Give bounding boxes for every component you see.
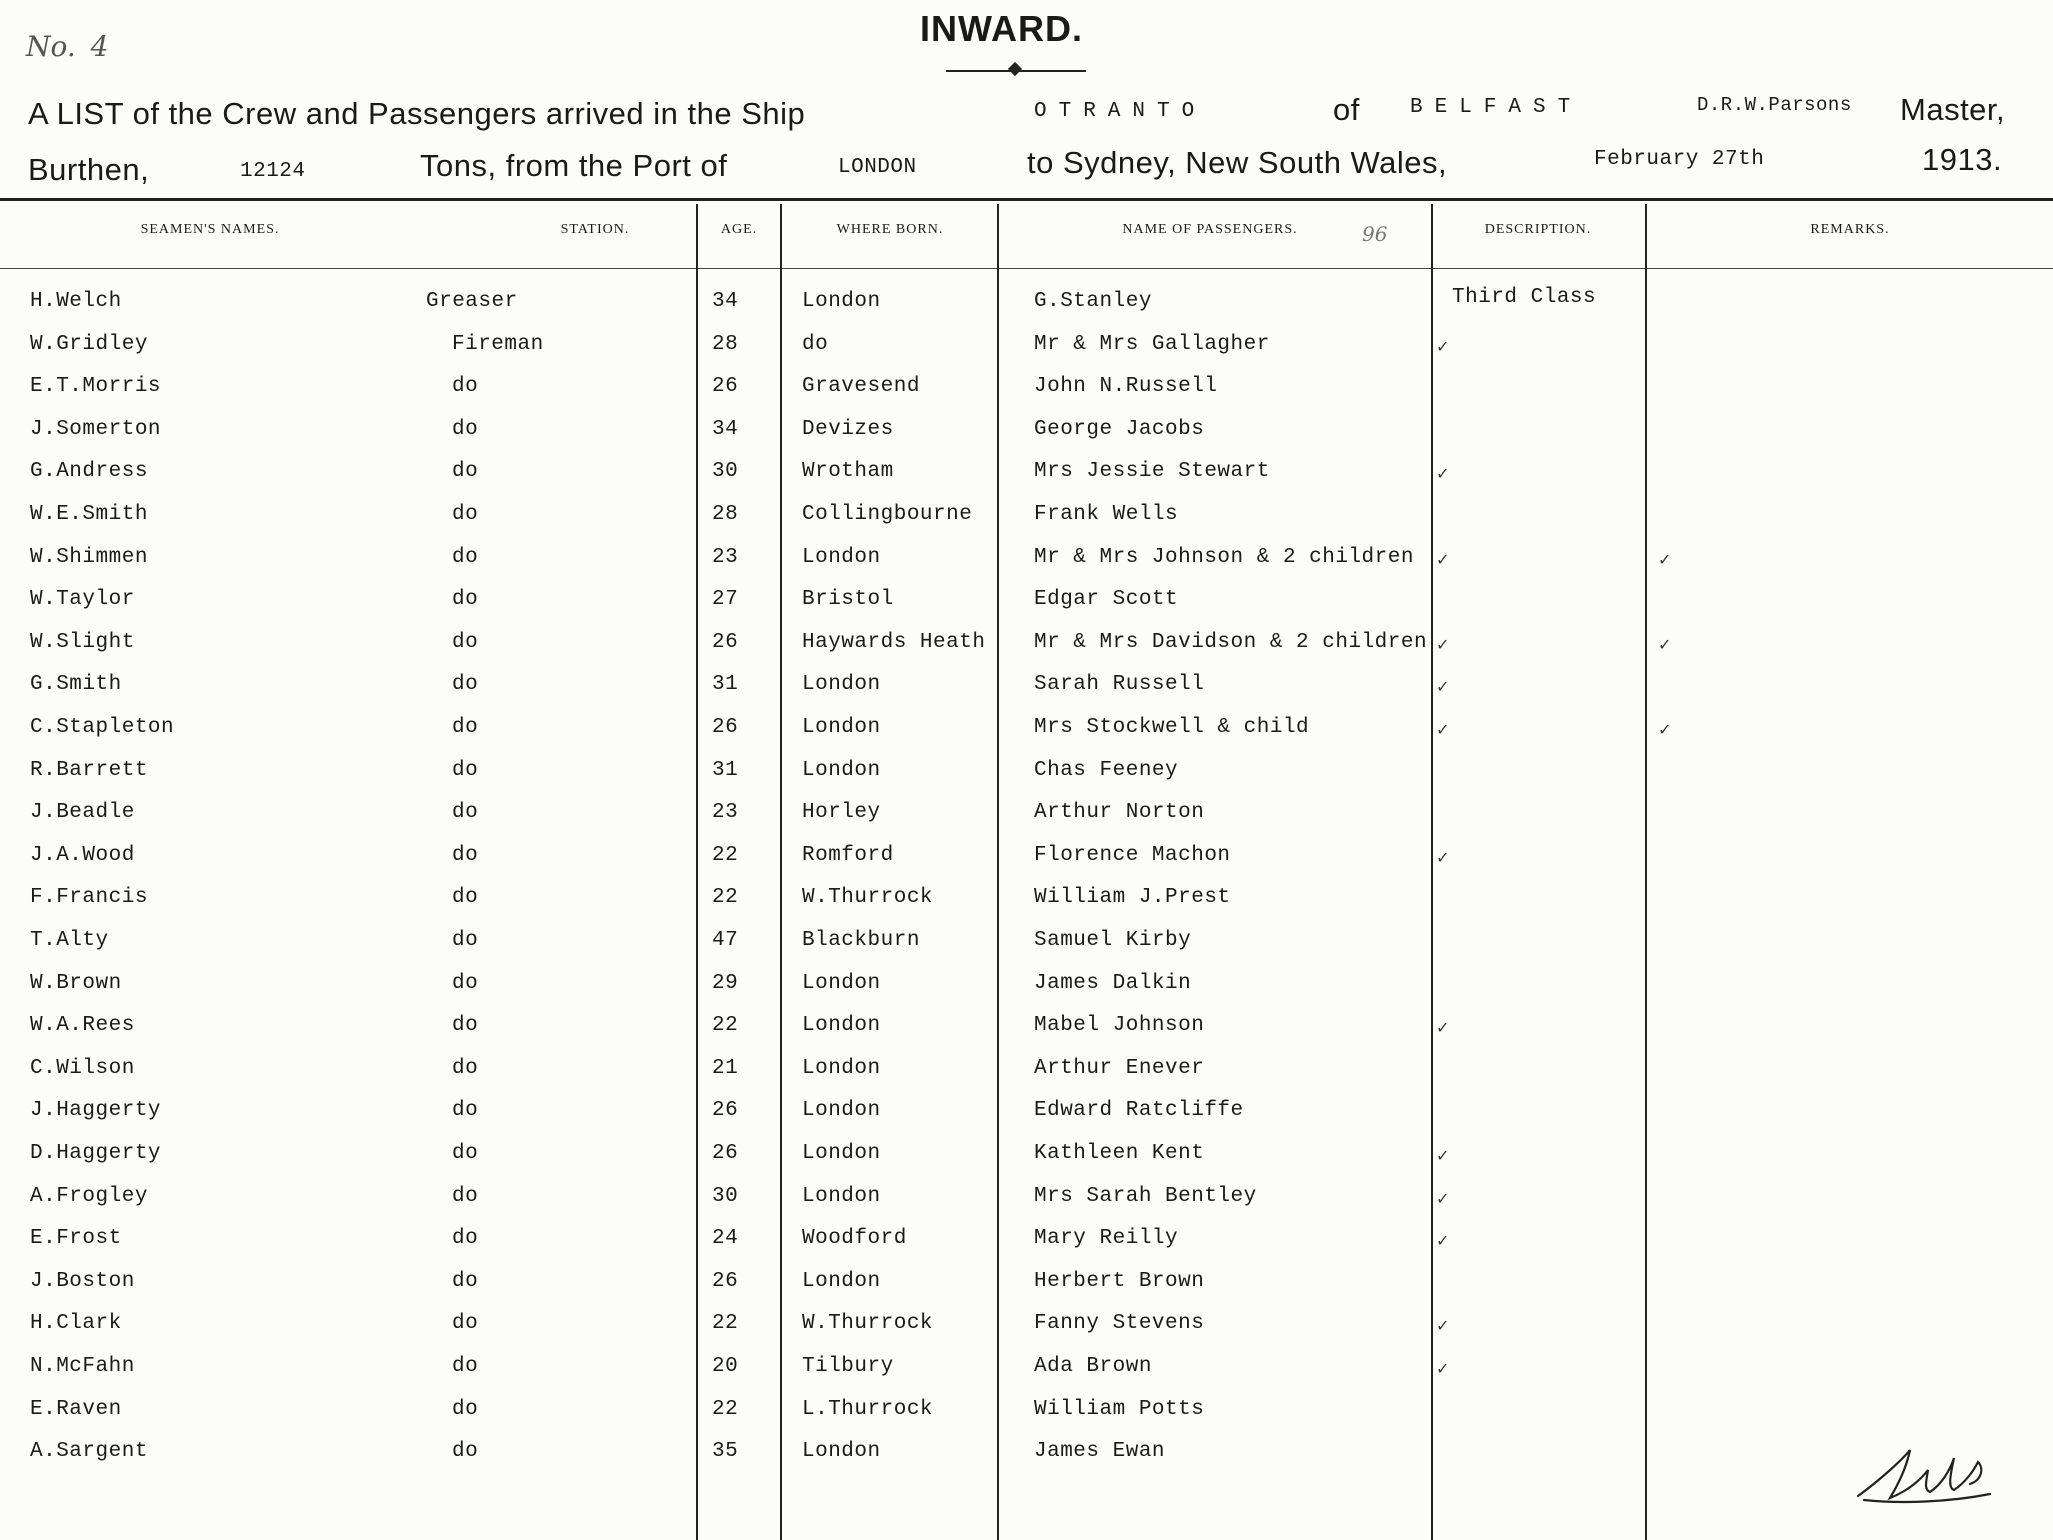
passenger-name: Mr & Mrs Johnson & 2 children [1034,546,1414,569]
seaman-name: D.Haggerty [30,1142,162,1165]
col-age: AGE. [720,222,758,237]
table-row [0,929,2053,959]
station: do [452,460,479,483]
seaman-name: N.McFahn [30,1355,135,1378]
description-tick-mark: ✓ [1436,720,1450,739]
passenger-name: Mabel Johnson [1034,1014,1205,1037]
station: do [452,588,479,611]
table-row [0,290,2053,320]
station: do [452,1440,479,1463]
station: do [452,418,479,441]
passenger-name: Edgar Scott [1034,588,1179,611]
page-title: INWARD. [920,8,1083,49]
number-value: 4 [90,30,109,63]
table-row [0,375,2053,405]
station: do [452,1057,479,1080]
seaman-name: A.Sargent [30,1440,148,1463]
passenger-name: Mrs Sarah Bentley [1034,1185,1257,1208]
where-born: London [802,1142,881,1165]
station: do [452,546,479,569]
age: 34 [712,290,739,313]
station: do [452,844,479,867]
age: 22 [712,886,739,909]
where-born: London [802,1099,881,1122]
age: 20 [712,1355,739,1378]
where-born: London [802,716,881,739]
age: 28 [712,503,739,526]
number-label [26,30,109,63]
age: 31 [712,673,739,696]
table-row [0,1185,2053,1215]
table-row [0,801,2053,831]
from-port: LONDON [838,156,917,179]
where-born: W.Thurrock [802,1312,934,1335]
age: 26 [712,1142,739,1165]
passenger-name: Herbert Brown [1034,1270,1205,1293]
description-tick-mark: ✓ [1436,1018,1450,1037]
where-born: do [802,333,829,356]
passenger-name: Sarah Russell [1034,673,1205,696]
table-row [0,972,2053,1002]
station: do [452,1312,479,1335]
table-header-rule [0,268,2053,269]
remarks-tick-mark: ✓ [1658,720,1672,739]
description-tick-mark: ✓ [1436,1231,1450,1250]
passenger-name: Chas Feeney [1034,759,1179,782]
tons-label: Tons, from the Port of [420,148,728,183]
burthen-label: Burthen, [28,152,150,187]
station: do [452,759,479,782]
passenger-name: William J.Prest [1034,886,1231,909]
age: 34 [712,418,739,441]
description-tick-mark: ✓ [1436,337,1450,356]
burthen-value: 12124 [240,160,306,183]
station: do [452,1398,479,1421]
description-value: Third Class [1452,286,1597,309]
destination: to Sydney, New South Wales, [1027,145,1448,180]
where-born: London [802,1270,881,1293]
passenger-name: Frank Wells [1034,503,1179,526]
station: do [452,503,479,526]
where-born: London [802,972,881,995]
station: do [452,886,479,909]
seaman-name: H.Clark [30,1312,122,1335]
where-born: London [802,759,881,782]
passenger-name: Arthur Enever [1034,1057,1205,1080]
table-row [0,1398,2053,1428]
passenger-name: Mary Reilly [1034,1227,1179,1250]
description-tick-mark: ✓ [1436,1359,1450,1378]
where-born: London [802,673,881,696]
age: 29 [712,972,739,995]
table-row [0,1440,2053,1470]
seaman-name: E.Raven [30,1398,122,1421]
station: do [452,972,479,995]
passenger-name: Mrs Stockwell & child [1034,716,1310,739]
passenger-name: Ada Brown [1034,1355,1152,1378]
where-born: London [802,1057,881,1080]
seaman-name: J.Beadle [30,801,135,824]
age: 22 [712,1014,739,1037]
of-label: of [1333,92,1360,127]
table-row [0,1142,2053,1172]
station: do [452,801,479,824]
seaman-name: J.Haggerty [30,1099,162,1122]
table-row [0,1057,2053,1087]
seaman-name: C.Stapleton [30,716,175,739]
where-born: London [802,546,881,569]
age: 35 [712,1440,739,1463]
age: 23 [712,546,739,569]
seaman-name: J.Somerton [30,418,162,441]
master-signature [1850,1440,2000,1510]
where-born: London [802,1014,881,1037]
seaman-name: H.Welch [30,290,122,313]
table-row [0,1270,2053,1300]
seaman-name: G.Andress [30,460,148,483]
passenger-name: Edward Ratcliffe [1034,1099,1244,1122]
where-born: Collingbourne [802,503,973,526]
age: 26 [712,716,739,739]
arrival-date: February 27th [1594,148,1765,171]
table-row [0,546,2053,576]
age: 22 [712,1398,739,1421]
where-born: Wrotham [802,460,894,483]
where-born: Romford [802,844,894,867]
where-born: Gravesend [802,375,920,398]
number-label-text: No. [26,30,76,63]
col-remarks: REMARKS. [1810,222,1890,237]
where-born: Woodford [802,1227,907,1250]
station: do [452,1099,479,1122]
where-born: Haywards Heath [802,631,986,654]
where-born: London [802,1440,881,1463]
seaman-name: J.Boston [30,1270,135,1293]
station: do [452,1014,479,1037]
age: 26 [712,1270,739,1293]
passenger-name: Kathleen Kent [1034,1142,1205,1165]
table-row [0,673,2053,703]
description-tick-mark: ✓ [1436,848,1450,867]
passenger-name: William Potts [1034,1398,1205,1421]
where-born: Devizes [802,418,894,441]
seaman-name: W.A.Rees [30,1014,135,1037]
age: 26 [712,1099,739,1122]
table-row [0,460,2053,490]
where-born: Tilbury [802,1355,894,1378]
description-tick-mark: ✓ [1436,1189,1450,1208]
seaman-name: W.Gridley [30,333,148,356]
where-born: L.Thurrock [802,1398,934,1421]
description-tick-mark: ✓ [1436,1146,1450,1165]
station: do [452,1355,479,1378]
header-line1-prefix: A LIST of the Crew and Passengers arrived in the Ship [28,96,806,131]
age: 30 [712,460,739,483]
seaman-name: W.Slight [30,631,135,654]
table-row [0,1227,2053,1257]
where-born: London [802,290,881,313]
where-born: Horley [802,801,881,824]
table-row [0,886,2053,916]
age: 31 [712,759,739,782]
passenger-name: Arthur Norton [1034,801,1205,824]
seaman-name: E.T.Morris [30,375,162,398]
table-row [0,716,2053,746]
col-where-born: WHERE BORN. [836,222,944,237]
arrival-year: 1913. [1922,142,2003,177]
seaman-name: T.Alty [30,929,109,952]
where-born: Bristol [802,588,894,611]
master-name: D.R.W.Parsons [1697,94,1852,116]
table-row [0,1014,2053,1044]
ship-name: OTRANTO [1034,100,1207,123]
description-tick-mark: ✓ [1436,1316,1450,1335]
table-row [0,333,2053,363]
table-row [0,844,2053,874]
description-tick-mark: ✓ [1436,635,1450,654]
station: do [452,1185,479,1208]
age: 47 [712,929,739,952]
passenger-name: Samuel Kirby [1034,929,1192,952]
remarks-tick-mark: ✓ [1658,635,1672,654]
table-row [0,1099,2053,1129]
table-top-rule [0,198,2053,201]
passenger-name: James Dalkin [1034,972,1192,995]
seaman-name: J.A.Wood [30,844,135,867]
description-tick-mark: ✓ [1436,550,1450,569]
master-label: Master, [1900,92,2006,127]
station: do [452,375,479,398]
seaman-name: R.Barrett [30,759,148,782]
remarks-tick-mark: ✓ [1658,550,1672,569]
seaman-name: W.Taylor [30,588,135,611]
station: Greaser [426,290,518,313]
table-row [0,588,2053,618]
where-born: Blackburn [802,929,920,952]
station: do [452,1270,479,1293]
seaman-name: C.Wilson [30,1057,135,1080]
port-of-registry: BELFAST [1410,96,1583,119]
age: 24 [712,1227,739,1250]
passenger-name: Mr & Mrs Gallagher [1034,333,1270,356]
station: Fireman [452,333,544,356]
col-station: STATION. [560,222,630,237]
station: do [452,1227,479,1250]
passenger-name: George Jacobs [1034,418,1205,441]
passenger-name: Mr & Mrs Davidson & 2 children [1034,631,1428,654]
age: 27 [712,588,739,611]
passenger-count: 96 [1362,222,1388,246]
age: 23 [712,801,739,824]
seaman-name: W.Shimmen [30,546,148,569]
age: 28 [712,333,739,356]
passenger-name: G.Stanley [1034,290,1152,313]
age: 26 [712,631,739,654]
seaman-name: W.E.Smith [30,503,148,526]
passenger-name: Florence Machon [1034,844,1231,867]
passenger-name: Mrs Jessie Stewart [1034,460,1270,483]
station: do [452,631,479,654]
age: 21 [712,1057,739,1080]
description-tick-mark: ✓ [1436,677,1450,696]
station: do [452,929,479,952]
seaman-name: E.Frost [30,1227,122,1250]
where-born: W.Thurrock [802,886,934,909]
station: do [452,673,479,696]
col-seamen-names: SEAMEN'S NAMES. [140,222,280,237]
station: do [452,716,479,739]
col-description: DESCRIPTION. [1484,222,1592,237]
seaman-name: F.Francis [30,886,148,909]
age: 22 [712,844,739,867]
table-row [0,503,2053,533]
table-row [0,759,2053,789]
age: 26 [712,375,739,398]
seaman-name: W.Brown [30,972,122,995]
title-ornament [1008,62,1022,76]
age: 22 [712,1312,739,1335]
passenger-name: John N.Russell [1034,375,1218,398]
table-row [0,1312,2053,1342]
seaman-name: G.Smith [30,673,122,696]
col-passengers: NAME OF PASSENGERS. [1122,222,1298,237]
age: 30 [712,1185,739,1208]
passenger-name: James Ewan [1034,1440,1166,1463]
passenger-name: Fanny Stevens [1034,1312,1205,1335]
station: do [452,1142,479,1165]
table-row [0,631,2053,661]
table-row [0,418,2053,448]
table-row [0,1355,2053,1385]
description-tick-mark: ✓ [1436,464,1450,483]
seaman-name: A.Frogley [30,1185,148,1208]
where-born: London [802,1185,881,1208]
